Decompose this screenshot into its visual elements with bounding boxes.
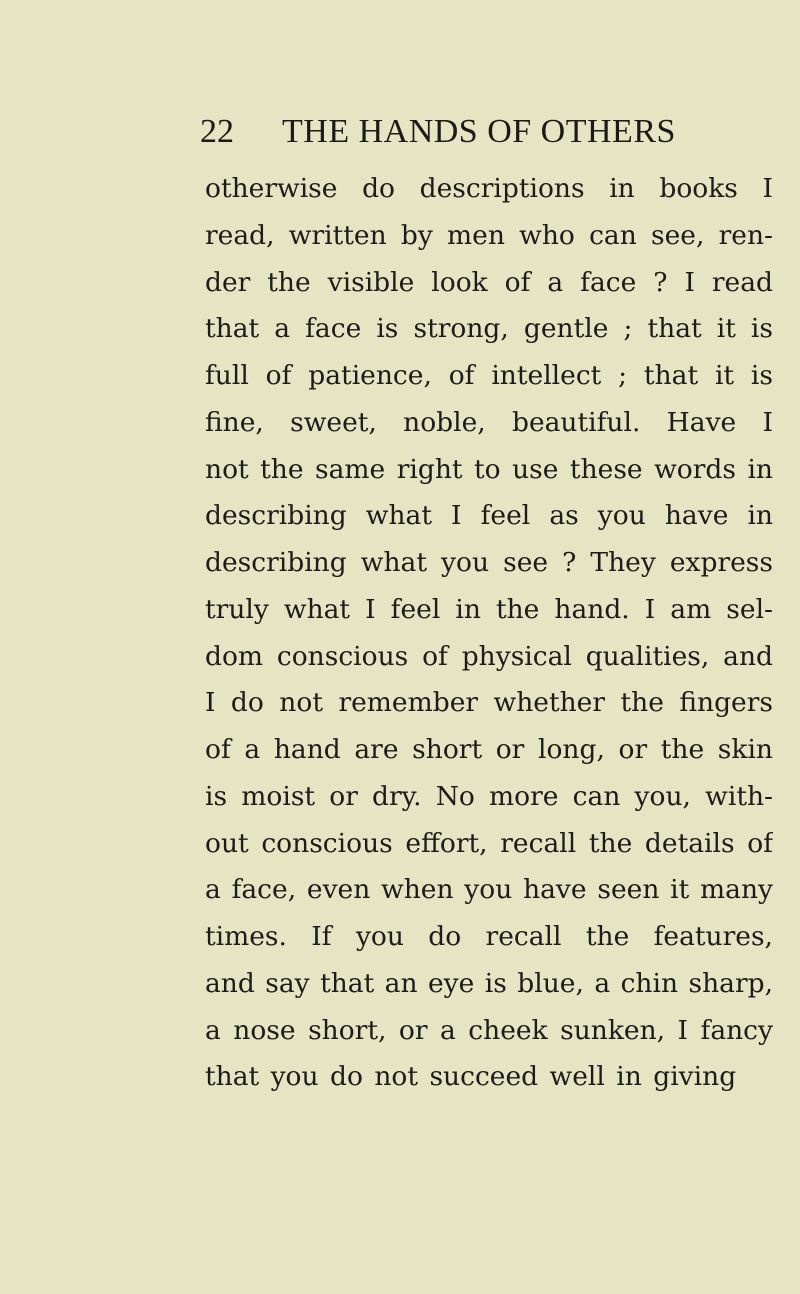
- text-line: truly what I feel in the hand. I am sel-: [205, 593, 773, 625]
- text-line: dom conscious of physical qualities, and: [205, 640, 773, 672]
- text-line: describing what I feel as you have in: [205, 500, 773, 532]
- page-number: 22: [200, 113, 234, 150]
- text-line: that a face is strong, gentle ; that it is: [205, 313, 773, 345]
- text-line: read, written by men who can see, ren-: [205, 219, 773, 251]
- text-line: out conscious effort, recall the details of: [205, 827, 773, 859]
- text-line: and say that an eye is blue, a chin sharp,: [205, 967, 773, 999]
- text-line: a face, even when you have seen it many: [205, 874, 773, 906]
- text-line: times. If you do recall the features,: [205, 921, 773, 952]
- text-line: a nose short, or a cheek sunken, I fancy: [205, 1014, 773, 1046]
- text-line: der the visible look of a face ? I read: [205, 266, 773, 298]
- text-line: is moist or dry. No more can you, with-: [205, 780, 773, 812]
- text-line: full of patience, of intellect ; that it is: [205, 360, 773, 391]
- text-line: fine, sweet, noble, beautiful. Have I: [205, 406, 773, 438]
- text-line: of a hand are short or long, or the skin: [205, 734, 773, 765]
- running-head: [0, 112, 800, 152]
- running-title: THE HANDS OF OTHERS: [282, 113, 676, 150]
- text-line: otherwise do descriptions in books I: [205, 173, 773, 204]
- text-line: describing what you see ? They express: [205, 547, 773, 578]
- text-line: not the same right to use these words in: [205, 453, 773, 485]
- body-text: [205, 166, 773, 1101]
- text-line: I do not remember whether the fingers: [205, 687, 773, 719]
- text-line: that you do not succeed well in giving: [205, 1061, 737, 1093]
